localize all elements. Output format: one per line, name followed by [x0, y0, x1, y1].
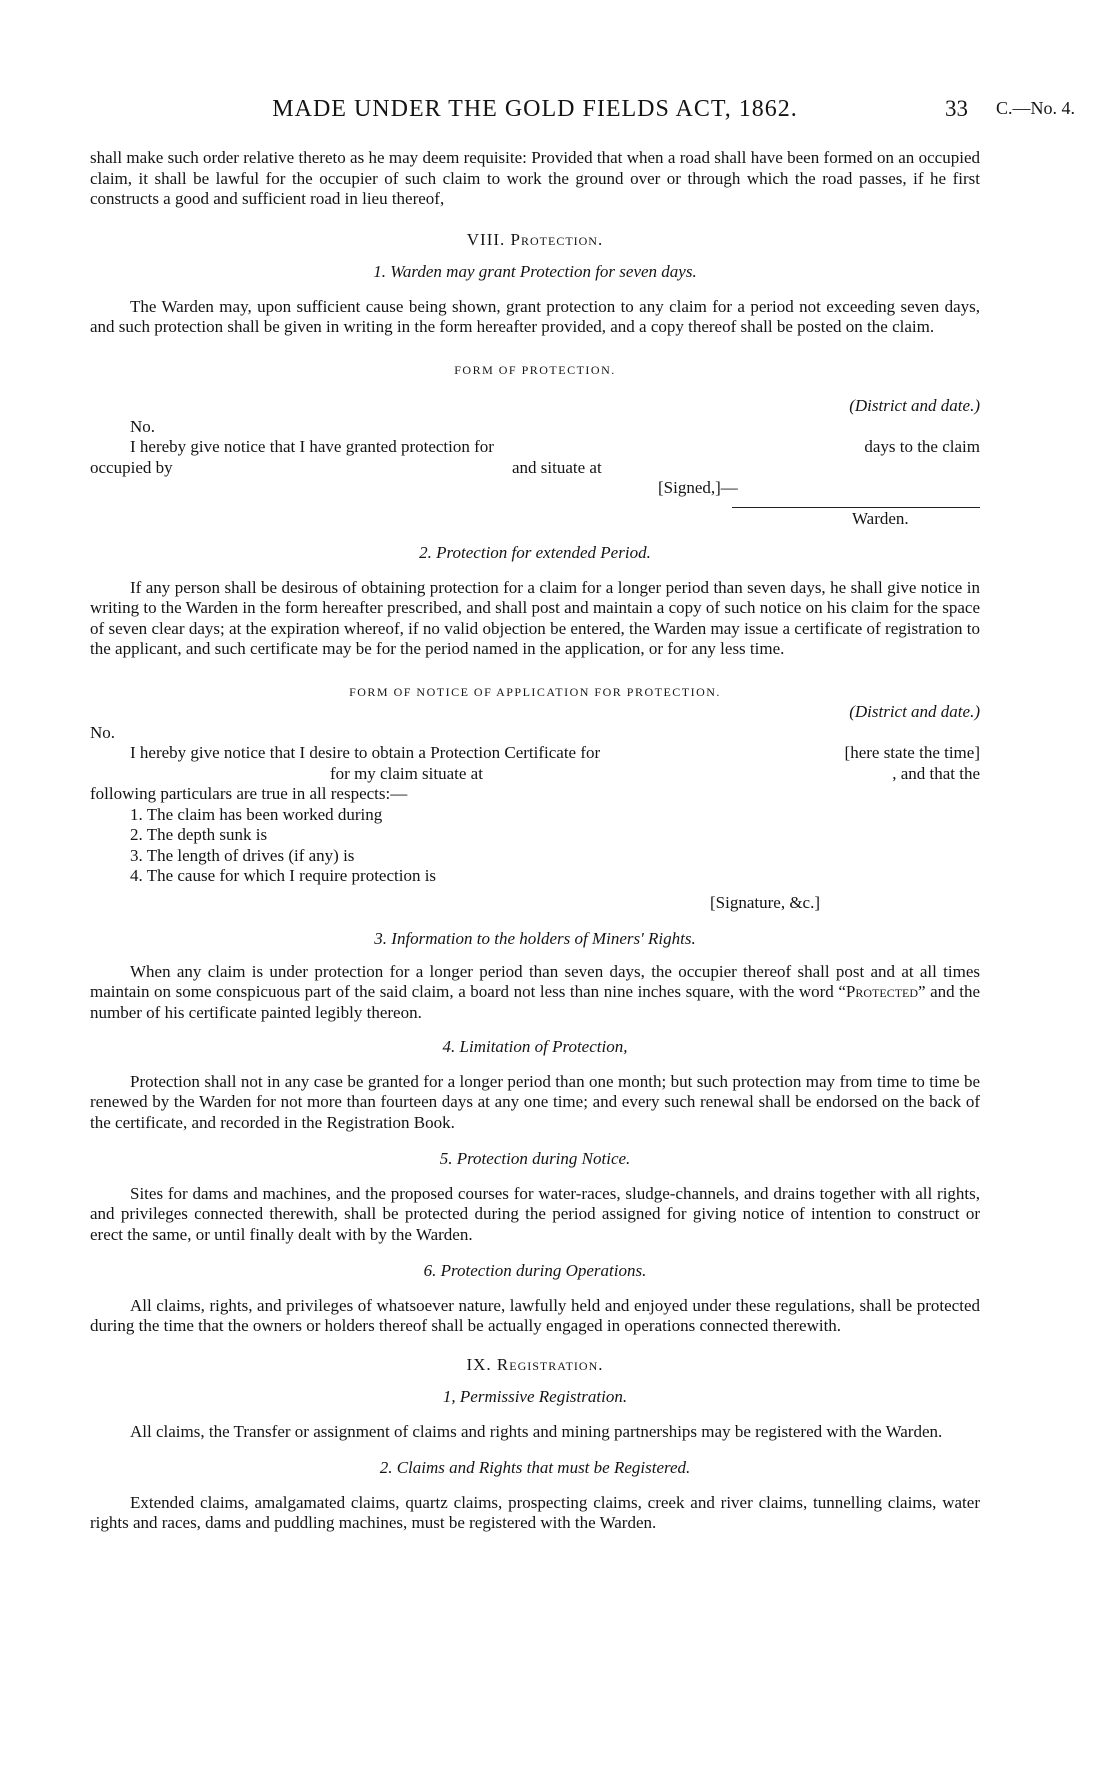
section-2-text: If any person shall be desirous of obtaining protection for a claim for a longer period than seven days, he shall give notice in writing to the Warden in the form hereafter prescribed, and shall post and maintain a copy of such notice on his claim for the space of seven clear days; at the expiration whereof, if no valid objection be entered, the Warden may issue a certificate of registration to the applicant, and such certificate may be for the period named in the application, or for any less time.	[90, 577, 980, 658]
document-body	[90, 148, 980, 1534]
form-protection-date-row	[90, 396, 980, 417]
ix-section-1-text: All claims, the Transfer or assignment of claims and rights and mining partnerships may be registered with the Warden.	[130, 1421, 943, 1441]
section-5-heading: 5. Protection during Notice.	[439, 1149, 631, 1168]
section-1-heading: 1. Warden may grant Protection for seven days.	[373, 262, 697, 281]
part-ix-heading	[90, 1355, 980, 1376]
section-4-heading: 4. Limitation of Protection,	[442, 1037, 628, 1056]
form-protection-line2-left: occupied by	[90, 457, 173, 477]
section-3-text-before: When any claim is under protection for a longer period than seven days, the occupier thereof shall post and at all times maintain on some conspicuous part of the said claim, a board not less than nine inches square, with the word “	[90, 961, 980, 1001]
section-6-text: All claims, rights, and privileges of whatsoever nature, lawfully held and enjoyed under these regulations, shall be protected during the time that the owners or holders thereof shall be actually engaged in operations connected therewith.	[90, 1295, 980, 1335]
part-viii-title: Protection.	[510, 229, 604, 249]
list-item: 1. The claim has been worked during	[130, 804, 383, 824]
form-notice-line-3	[90, 784, 980, 805]
ix-section-1-heading: 1, Permissive Registration.	[442, 1387, 628, 1406]
form-notice-date-row	[90, 702, 980, 723]
section-1-text: The Warden may, upon sufficient cause being shown, grant protection to any claim for a period not exceeding seven days, and such protection shall be given in writing in the form hereafter provided, and a copy thereof shall be posted on the claim.	[90, 296, 980, 336]
form-protection-warden: Warden.	[852, 508, 909, 528]
form-protection-signed: [Signed,]—	[658, 478, 738, 497]
form-notice-line2-right: , and that the	[892, 763, 980, 783]
signature-line	[732, 507, 980, 508]
part-ix-title: Registration.	[496, 1354, 604, 1374]
form-protection-line-1	[90, 437, 980, 458]
document-reference: C.—No. 4.	[996, 98, 1076, 118]
form-notice-no-row	[90, 723, 980, 744]
form-of-notice-title: FORM OF NOTICE OF APPLICATION FOR PROTECTION.	[349, 684, 721, 699]
section-5-text: Sites for dams and machines, and the proposed courses for water-races, sludge-channels, and drains together with all rights, and privileges connected therewith, shall be protected during the period assigned for giving notice of intention to construct or erect the same, or until finally dealt with by the Warden.	[90, 1183, 980, 1244]
form-notice-particulars-list	[90, 805, 980, 887]
form-protection-signed-row	[90, 478, 980, 499]
running-title: MADE UNDER THE GOLD FIELDS ACT, 1862.	[272, 96, 798, 122]
protected-word: Protected	[845, 982, 919, 1001]
list-item: 3. The length of drives (if any) is	[130, 845, 355, 865]
part-viii-heading	[90, 230, 980, 251]
form-notice-line-1	[90, 743, 980, 764]
page-header	[90, 96, 1076, 126]
form-notice-district-date: (District and date.)	[849, 702, 980, 721]
form-notice-no: No.	[90, 722, 116, 742]
form-protection-district-date: (District and date.)	[849, 396, 980, 415]
form-protection-line1-left: I hereby give notice that I have granted protection for	[130, 437, 494, 456]
form-protection-line1-right: days to the claim	[864, 437, 980, 456]
list-item: 4. The cause for which I require protection is	[130, 866, 437, 885]
form-of-protection-title: FORM OF PROTECTION.	[454, 362, 616, 377]
document-page	[90, 0, 1076, 1785]
form-protection-line-2	[90, 458, 980, 479]
form-notice-signature: [Signature, &c.]	[710, 892, 820, 912]
section-3-heading: 3. Information to the holders of Miners' Rights.	[374, 929, 696, 948]
form-protection-signature-line-row	[90, 499, 980, 509]
form-protection-line2-mid: and situate at	[512, 457, 602, 477]
form-notice-signature-row	[90, 893, 980, 914]
ix-section-2-heading: 2. Claims and Rights that must be Registered.	[379, 1458, 691, 1477]
part-viii-numeral: VIII.	[466, 229, 506, 249]
list-item: 2. The depth sunk is	[130, 825, 268, 844]
section-3-text	[90, 962, 980, 1024]
form-notice-line2-left: for my claim situate at	[330, 763, 483, 783]
part-ix-numeral: IX.	[466, 1354, 492, 1374]
form-notice-line-2	[90, 764, 980, 785]
section-2-heading: 2. Protection for extended Period.	[419, 543, 651, 562]
form-protection-warden-row	[90, 509, 980, 530]
opening-paragraph: shall make such order relative thereto as he may deem requisite: Provided that when a road shall have been formed on an occupied claim, it shall be lawful for the occupier of such claim to work the ground over or through which the road passes, if he first constructs a good and sufficient road in lieu thereof,	[90, 148, 980, 208]
form-notice-line1-right: [here state the time]	[844, 743, 980, 762]
form-protection-no: No.	[130, 416, 156, 436]
form-notice-line1-left: I hereby give notice that I desire to obtain a Protection Certificate for	[130, 743, 601, 762]
form-protection-no-row	[90, 417, 980, 438]
page-number: 33	[945, 96, 968, 121]
form-notice-line3: following particulars are true in all respects:—	[90, 784, 408, 803]
section-6-heading: 6. Protection during Operations.	[423, 1261, 647, 1280]
ix-section-2-text: Extended claims, amalgamated claims, quartz claims, prospecting claims, creek and river claims, tunnelling claims, water rights and races, dams and puddling machines, must be registered with the Warden.	[90, 1492, 980, 1532]
section-4-text: Protection shall not in any case be granted for a longer period than one month; but such protection may from time to time be renewed by the Warden for not more than fourteen days at any one time; and every such renewal shall be endorsed on the back of the certificate, and recorded in the Registration Book.	[90, 1071, 980, 1132]
section-3-text-after: ” and the number of his certificate painted legibly thereon.	[90, 982, 981, 1022]
